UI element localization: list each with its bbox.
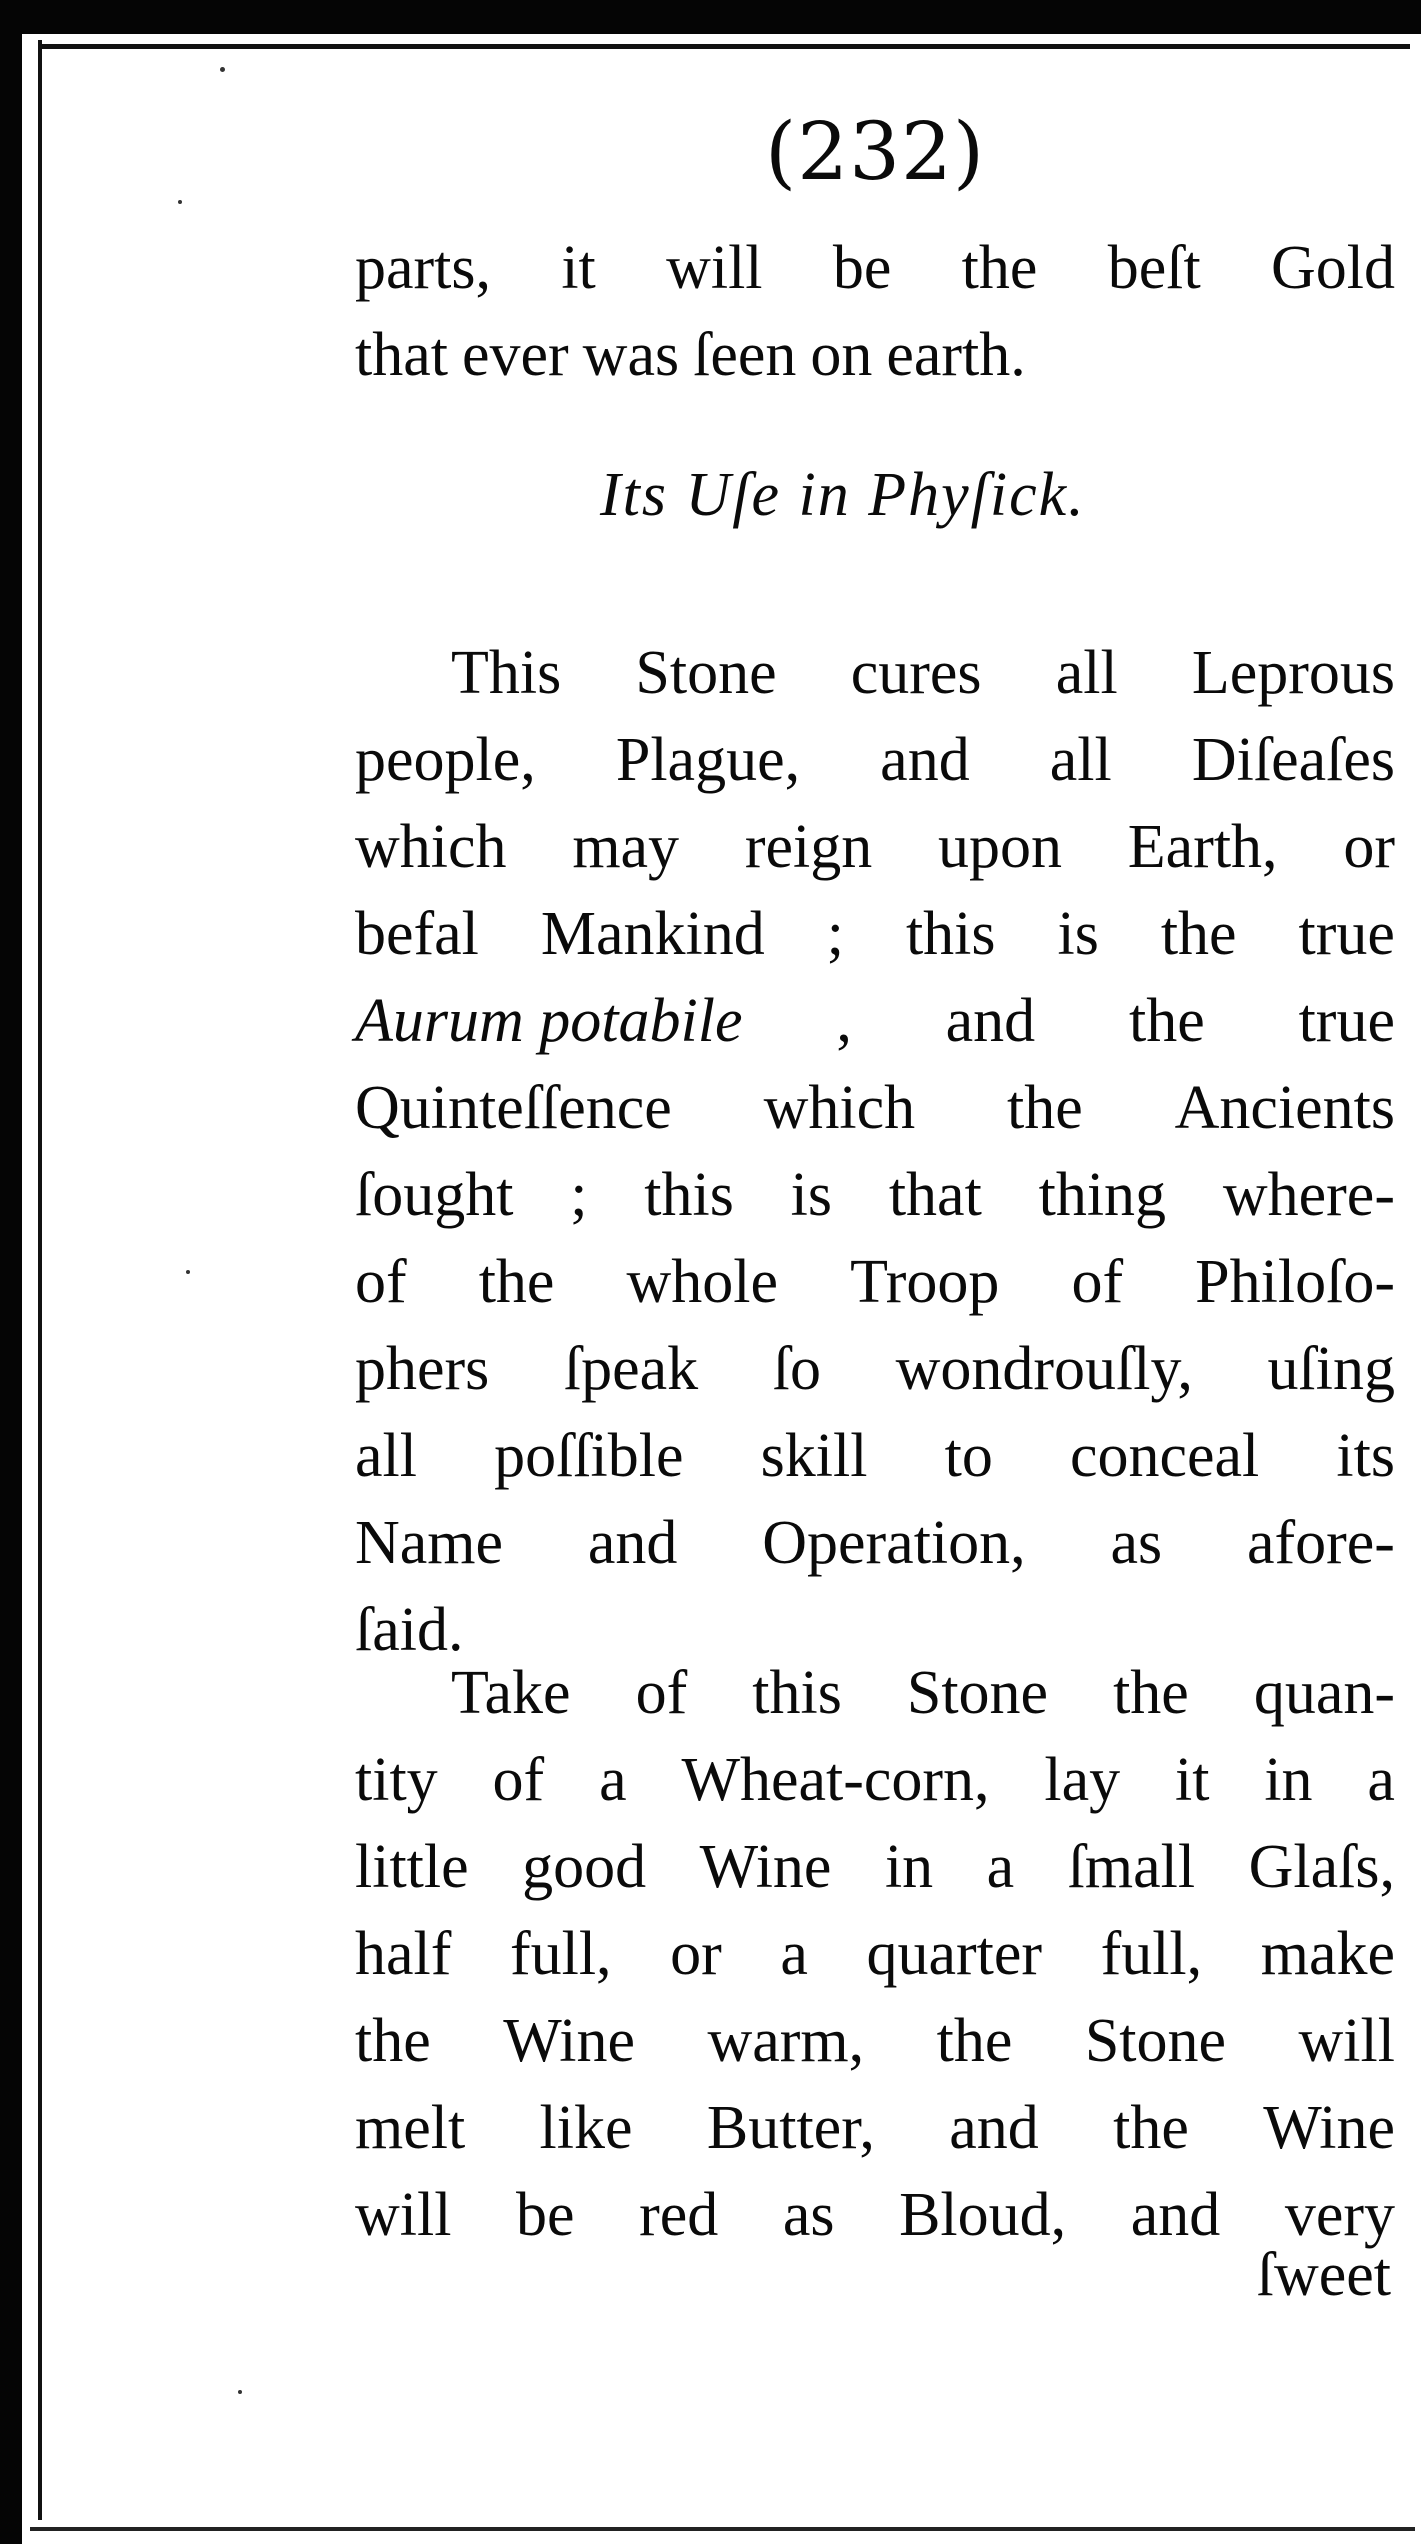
print-speck (186, 1270, 190, 1274)
word: Mankind (540, 900, 765, 968)
word: the (1129, 987, 1205, 1055)
word: ſaid. (355, 1596, 464, 1664)
print-speck (178, 200, 182, 204)
word: as (782, 2181, 835, 2249)
word: , (836, 987, 852, 1055)
word: ; (826, 900, 844, 968)
word: it (561, 234, 596, 302)
word: wondrouſly, (895, 1335, 1193, 1403)
word: will (355, 2181, 452, 2249)
word: the (1113, 1659, 1189, 1727)
word: like (539, 2094, 633, 2162)
word: a (1367, 1746, 1395, 1814)
word: people, (355, 726, 536, 794)
text-line (355, 2172, 1395, 2259)
word: good (522, 1833, 647, 1901)
word: and (945, 987, 1036, 1055)
word: Diſeaſes (1191, 726, 1395, 794)
text-line (355, 1500, 1395, 1587)
word: and (587, 1509, 678, 1577)
word: uſing (1267, 1335, 1395, 1403)
word: Stone (906, 1659, 1049, 1727)
paragraph-2 (355, 1650, 1395, 2259)
word: it (1175, 1746, 1210, 1814)
text-line (355, 1998, 1395, 2085)
word: ; (570, 1161, 588, 1229)
text-line (355, 1413, 1395, 1500)
word: all (1055, 639, 1118, 707)
text-line (355, 1650, 1395, 1737)
word: phers (355, 1335, 490, 1403)
word: half (355, 1920, 452, 1988)
word: very (1284, 2181, 1395, 2249)
word: beſt (1107, 234, 1201, 302)
text-line (355, 804, 1395, 891)
word: the (961, 234, 1038, 302)
word: the (1113, 2094, 1189, 2162)
word: to (944, 1422, 993, 1490)
word: where- (1222, 1161, 1395, 1229)
word: poſſible (494, 1422, 684, 1490)
text-line (355, 1911, 1395, 1998)
word: of (635, 1659, 688, 1727)
word: Name (355, 1509, 504, 1577)
word: full, (509, 1920, 612, 1988)
word: Stone (635, 639, 777, 707)
word: befal (355, 900, 479, 968)
word: Bloud, (899, 2181, 1067, 2249)
word: is (790, 1161, 833, 1229)
top-page-border (0, 0, 1421, 34)
word: be (832, 234, 892, 302)
intro-text (355, 225, 1395, 399)
word: may (572, 813, 680, 881)
word: Take (451, 1659, 571, 1727)
text-line (355, 225, 1395, 312)
paragraph-1 (355, 630, 1395, 1674)
word: Operation, (762, 1509, 1026, 1577)
word: red (639, 2181, 719, 2249)
word: This (451, 639, 562, 707)
word: of (355, 1248, 407, 1316)
word: true (1298, 900, 1395, 968)
word: this (905, 900, 996, 968)
page-number: (232) (765, 105, 986, 198)
section-heading: Its Uſe in Phyſick. (600, 461, 1086, 529)
word: quarter (866, 1920, 1042, 1988)
word: the (355, 2007, 431, 2075)
left-rule (38, 40, 42, 2520)
text-line (355, 1152, 1395, 1239)
word: which (763, 1074, 916, 1142)
word: Gold (1270, 234, 1395, 302)
word: skill (760, 1422, 868, 1490)
word: as (1110, 1509, 1163, 1577)
print-speck (220, 67, 225, 72)
word: and (1130, 2181, 1221, 2249)
catchword: ſweet (1256, 2241, 1391, 2309)
word: in (1264, 1746, 1313, 1814)
word: Wine (503, 2007, 635, 2075)
word: tity (355, 1746, 438, 1814)
word: lay (1044, 1746, 1121, 1814)
top-rule (40, 44, 1410, 49)
word: will (666, 234, 763, 302)
word: whole (626, 1248, 779, 1316)
text-line (355, 1824, 1395, 1911)
word: Wine (1263, 2094, 1395, 2162)
word: ſmall (1067, 1833, 1196, 1901)
word: Plague, (615, 726, 801, 794)
text-line (355, 1326, 1395, 1413)
word: thing (1038, 1161, 1167, 1229)
word: afore- (1246, 1509, 1395, 1577)
word: all (355, 1422, 417, 1490)
word: a (780, 1920, 808, 1988)
word: and (949, 2094, 1039, 2162)
text-line (355, 978, 1395, 1065)
text-line (355, 717, 1395, 804)
word: full, (1100, 1920, 1203, 1988)
word: or (670, 1920, 722, 1988)
word: ſpeak (563, 1335, 699, 1403)
word: Quinteſſence (355, 1074, 672, 1142)
word: the (478, 1248, 555, 1316)
word: ſeen (693, 321, 797, 389)
word: the (1006, 1074, 1083, 1142)
text-line (355, 891, 1395, 978)
word: little (355, 1833, 469, 1901)
word: of (492, 1746, 545, 1814)
word: Glaſs, (1248, 1833, 1395, 1901)
word: parts, (355, 234, 492, 302)
word: Troop (850, 1248, 1000, 1316)
word: true (1298, 987, 1395, 1055)
word: Ancients (1174, 1074, 1395, 1142)
word: Earth, (1127, 813, 1278, 881)
word: Stone (1084, 2007, 1227, 2075)
bottom-rule (30, 2527, 1415, 2531)
word: in (884, 1833, 934, 1901)
word: that (888, 1161, 982, 1229)
word: and (880, 726, 970, 794)
word: all (1049, 726, 1112, 794)
word: its (1336, 1422, 1395, 1490)
word: this (752, 1659, 842, 1727)
left-page-border (0, 0, 22, 2544)
word: ſought (355, 1161, 514, 1229)
word: Leprous (1191, 639, 1395, 707)
word: on (810, 321, 873, 389)
word: warm, (707, 2007, 865, 2075)
word: will (1298, 2007, 1395, 2075)
word: the (1160, 900, 1237, 968)
text-line (355, 1737, 1395, 1824)
word: melt (355, 2094, 466, 2162)
word: ever (461, 321, 569, 389)
print-speck (238, 2390, 242, 2394)
text-line (355, 630, 1395, 717)
word: Butter, (706, 2094, 875, 2162)
word: or (1343, 813, 1395, 881)
word: a (986, 1833, 1015, 1901)
word: reign (744, 813, 873, 881)
word: earth. (886, 321, 1026, 389)
word: ſo (772, 1335, 821, 1403)
word: Philoſo- (1195, 1248, 1395, 1316)
text-line (355, 1065, 1395, 1152)
word: quan- (1253, 1659, 1395, 1727)
word: Wine (699, 1833, 832, 1901)
word: upon (938, 813, 1063, 881)
text-line (355, 2085, 1395, 2172)
word: Wheat-corn, (681, 1746, 990, 1814)
word: conceal (1069, 1422, 1260, 1490)
text-line (355, 1239, 1395, 1326)
text-line (355, 312, 1395, 399)
word: that (355, 321, 448, 389)
word: make (1260, 1920, 1395, 1988)
word: a (599, 1746, 627, 1814)
word: is (1057, 900, 1099, 968)
word: Aurum potabile (355, 987, 743, 1055)
word: was (582, 321, 680, 389)
word: the (936, 2007, 1013, 2075)
word: of (1071, 1248, 1124, 1316)
word: this (644, 1161, 734, 1229)
word: be (516, 2181, 575, 2249)
word: which (355, 813, 507, 881)
word: cures (850, 639, 982, 707)
